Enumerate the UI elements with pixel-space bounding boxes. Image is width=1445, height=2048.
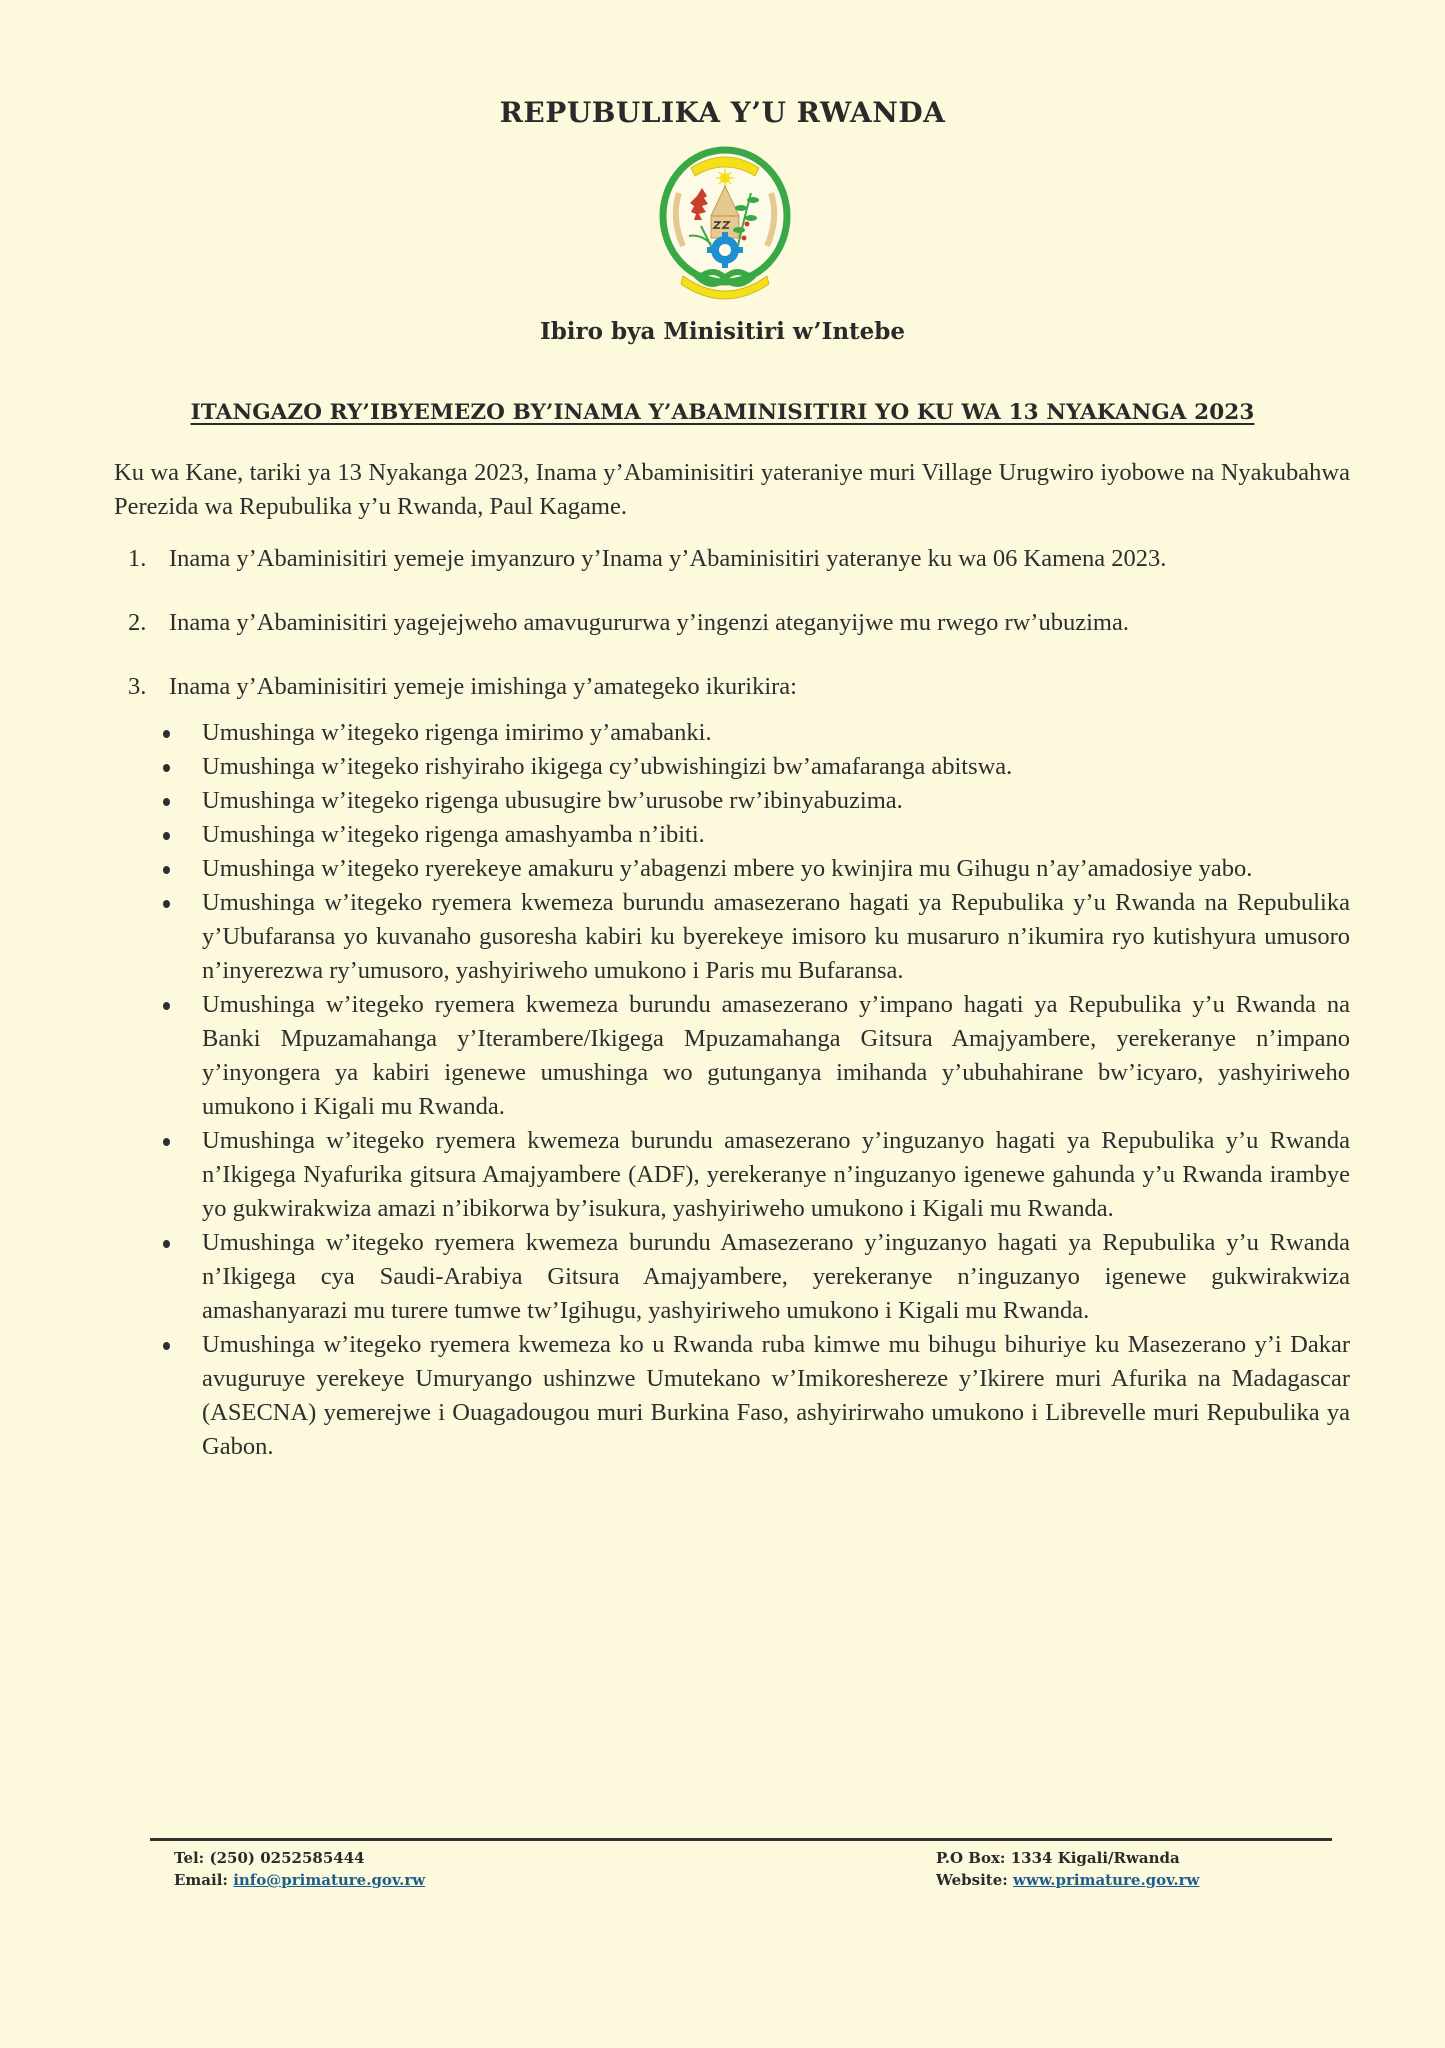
decision-item — [114, 542, 1350, 576]
bill-item — [114, 852, 1350, 886]
bill-text: Umushinga w’itegeko ryemera kwemeza burundu amasezerano y’inguzanyo hagati ya Repubulika y’u Rwanda n’Ikigega Nyafurika gitsura Amajyambere (ADF), yerekeranye n’inguzanyo igenewe gahunda y’u Rwanda irambye yo gukwirakwiza amazi n’ibikorwa by’isukura, yashyiriweho umukono i Kigali mu Rwanda. — [202, 1127, 1350, 1222]
bill-text: Umushinga w’itegeko ryerekeye amakuru y’abagenzi mbere yo kwinjira mu Gihugu n’ay’amadosiye yabo. — [202, 855, 1253, 882]
decisions-list — [114, 542, 1350, 1464]
bullet-icon — [163, 900, 170, 908]
bill-text: Umushinga w’itegeko rigenga ubusugire bw’urusobe rw’ibinyabuzima. — [202, 787, 903, 814]
decision-number: 1. — [128, 545, 147, 572]
decision-number: 2. — [128, 609, 147, 636]
bill-text: Umushinga w’itegeko rishyiraho ikigega cy’ubwishingizi bw’amafaranga abitswa. — [202, 753, 1013, 780]
bill-text: Umushinga w’itegeko ryemera kwemeza burundu Amasezerano y’inguzanyo hagati ya Repubulika y’u Rwanda n’Ikigega cya Saudi-Arabiya Gitsura Amajyambere, yerekeranye n’inguzanyo igenewe gukwirakwiza amashanyarazi mu turere tumwe tw’Igihugu, yashyiriweho umukono i Kigali mu Rwanda. — [202, 1229, 1350, 1324]
bullet-icon — [163, 1342, 170, 1350]
bullet-icon — [163, 866, 170, 874]
republic-title: REPUBULIKA Y’U RWANDA — [499, 96, 946, 129]
office-name: Ibiro bya Minisitiri w’Intebe — [539, 318, 906, 345]
rwanda-coat-of-arms-icon — [643, 138, 808, 303]
decision-item — [114, 670, 1350, 1464]
bill-item — [114, 1226, 1350, 1328]
website-link[interactable]: www.primature.gov.rw — [1013, 1871, 1200, 1889]
bill-item — [114, 784, 1350, 818]
bullet-icon — [163, 798, 170, 806]
footer-address — [936, 1847, 1199, 1891]
footer-contact — [174, 1847, 425, 1891]
bill-item — [114, 988, 1350, 1124]
email-label: Email: — [174, 1871, 228, 1889]
bill-text: Umushinga w’itegeko rigenga amashyamba n’ibiti. — [202, 821, 705, 848]
decision-text: Inama y’Abaminisitiri yemeje imishinga y’amategeko ikurikira: — [169, 673, 797, 700]
bill-text: Umushinga w’itegeko ryemera kwemeza burundu amasezerano hagati ya Repubulika y’u Rwanda na Repubulika y’Ubufaransa yo kuvanaho gusoresha kabiri ku byerekeye imisoro ku musaruro n’ikumira ryo kutishyura umusoro n’inyerezwa ry’umusoro, yashyiriweho umukono i Paris mu Bufaransa. — [202, 889, 1350, 984]
email-link[interactable]: info@primature.gov.rw — [233, 1871, 426, 1889]
bullet-icon — [163, 1240, 170, 1248]
bullet-icon — [163, 1138, 170, 1146]
website-label: Website: — [936, 1871, 1008, 1889]
bill-text: Umushinga w’itegeko rigenga imirimo y’amabanki. — [202, 719, 712, 746]
pobox-label: P.O Box: — [936, 1849, 1006, 1867]
footer-website — [936, 1869, 1199, 1891]
bullet-icon — [163, 832, 170, 840]
decision-item — [114, 606, 1350, 640]
bill-item — [114, 716, 1350, 750]
decision-number: 3. — [128, 673, 147, 700]
bills-list — [114, 716, 1350, 1464]
bullet-icon — [163, 764, 170, 772]
bullet-icon — [163, 730, 170, 738]
bill-item — [114, 818, 1350, 852]
footer-email — [174, 1869, 425, 1891]
tel-value: (250) 0252585444 — [209, 1849, 365, 1867]
bullet-icon — [163, 1002, 170, 1010]
bill-text: Umushinga w’itegeko ryemera kwemeza ko u Rwanda ruba kimwe mu bihugu bihuriye ku Masezerano y’i Dakar avuguruye yerekeye Umuryango ushinzwe Umutekano w’Imikoreshereze y’Ikirere muri Afurika na Madagascar (ASECNA) yemerejwe i Ouagadougou muri Burkina Faso, ashyirirwaho umukono i Librevelle muri Repubulika ya Gabon. — [202, 1331, 1350, 1460]
bill-item — [114, 750, 1350, 784]
decision-text: Inama y’Abaminisitiri yemeje imyanzuro y’Inama y’Abaminisitiri yateranye ku wa 06 Kamena 2023. — [169, 545, 1167, 572]
decision-text: Inama y’Abaminisitiri yagejejweho amavugururwa y’ingenzi ateganyijwe mu rwego rw’ubuzima. — [169, 609, 1129, 636]
footer-pobox — [936, 1847, 1199, 1869]
footer-divider — [150, 1838, 1332, 1841]
tel-label: Tel: — [174, 1849, 205, 1867]
document-heading: ITANGAZO RY’IBYEMEZO BY’INAMA Y’ABAMINISITIRI YO KU WA 13 NYAKANGA 2023 — [190, 400, 1255, 425]
bill-item — [114, 886, 1350, 988]
intro-paragraph: Ku wa Kane, tariki ya 13 Nyakanga 2023, Inama y’Abaminisitiri yateraniye muri Village Urugwiro iyobowe na Nyakubahwa Perezida wa Repubulika y’u Rwanda, Paul Kagame. — [114, 459, 1350, 520]
bill-item — [114, 1328, 1350, 1464]
pobox-value: 1334 Kigali/Rwanda — [1010, 1849, 1180, 1867]
footer-tel — [174, 1847, 425, 1869]
bill-item — [114, 1124, 1350, 1226]
bill-text: Umushinga w’itegeko ryemera kwemeza burundu amasezerano y’impano hagati ya Repubulika y’u Rwanda na Banki Mpuzamahanga y’Iterambere/Ikigega Mpuzamahanga Gitsura Amajyambere, yerekeranye n’impano y’inyongera ya kabiri igenewe umushinga wo gutunganya imihanda y’ubuhahirane bw’icyaro, yashyiriweho umukono i Kigali mu Rwanda. — [202, 991, 1350, 1120]
document-body — [114, 456, 1350, 1464]
